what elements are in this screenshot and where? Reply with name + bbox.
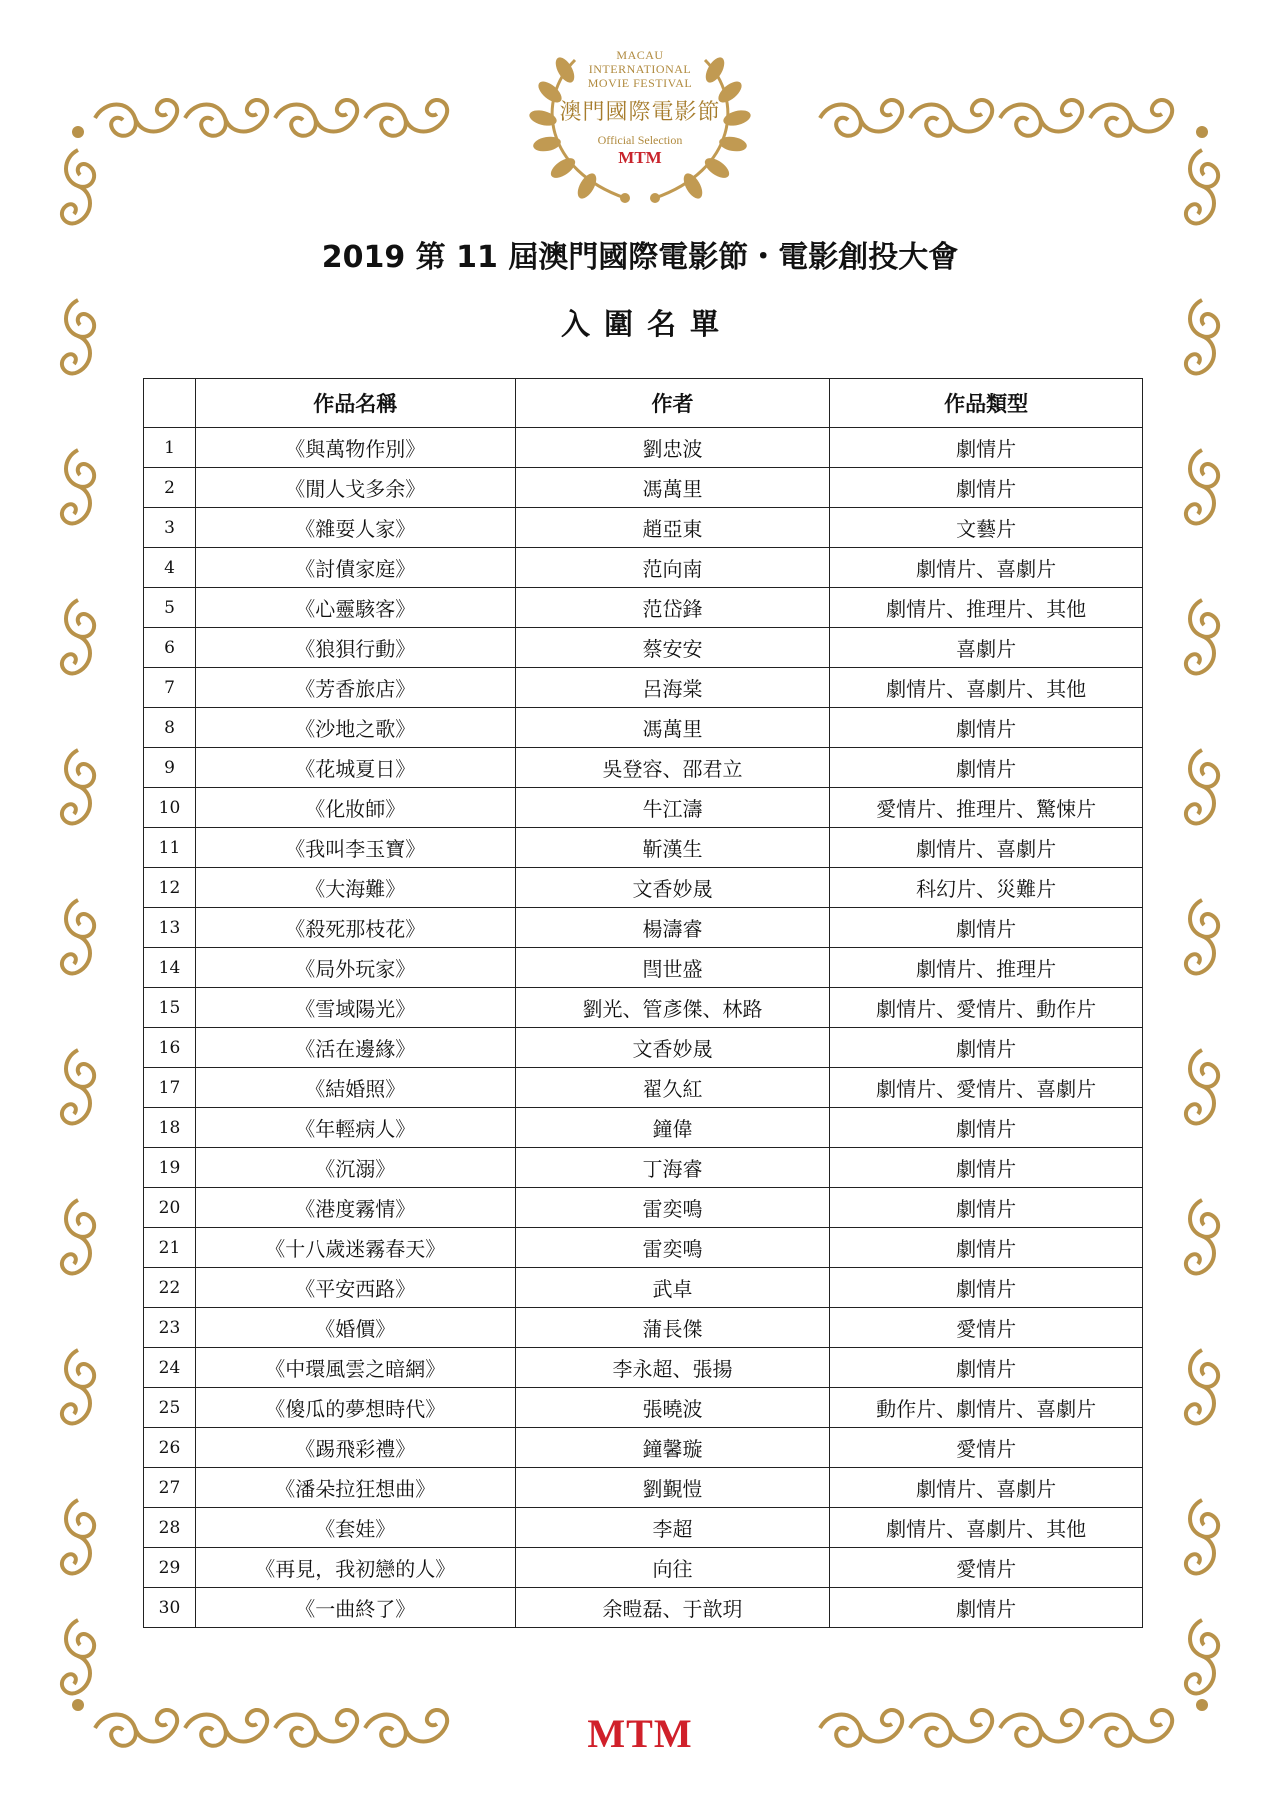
table-body [144, 428, 1143, 1628]
row-number: 2 [144, 468, 196, 508]
row-number: 12 [144, 868, 196, 908]
footer-mtm-logo: MTM [587, 1711, 693, 1756]
table-row [144, 908, 1143, 948]
row-author: 范向南 [515, 548, 830, 588]
row-genre: 劇情片 [830, 1188, 1143, 1228]
seal-text-international: INTERNATIONAL [588, 62, 692, 76]
row-number: 16 [144, 1028, 196, 1068]
row-title: 《十八歲迷霧春天》 [195, 1228, 515, 1268]
row-title: 《雜耍人家》 [195, 508, 515, 548]
row-genre: 劇情片 [830, 708, 1143, 748]
row-author: 蒲長傑 [515, 1308, 830, 1348]
row-genre: 科幻片、災難片 [830, 868, 1143, 908]
row-number: 22 [144, 1268, 196, 1308]
seal-text-movie-festival: MOVIE FESTIVAL [587, 76, 693, 90]
row-number: 9 [144, 748, 196, 788]
row-title: 《花城夏日》 [195, 748, 515, 788]
row-author: 鐘馨璇 [515, 1428, 830, 1468]
row-author: 吳登容、邵君立 [515, 748, 830, 788]
row-author: 楊濤睿 [515, 908, 830, 948]
table-row [144, 1588, 1143, 1628]
table-row [144, 1468, 1143, 1508]
row-genre: 劇情片 [830, 1228, 1143, 1268]
row-genre: 愛情片 [830, 1428, 1143, 1468]
row-author: 李超 [515, 1508, 830, 1548]
table-row [144, 1388, 1143, 1428]
header-title: 作品名稱 [195, 379, 515, 428]
row-title: 《大海難》 [195, 868, 515, 908]
seal-text-macau: MACAU [616, 48, 664, 62]
row-author: 閆世盛 [515, 948, 830, 988]
row-number: 14 [144, 948, 196, 988]
row-number: 1 [144, 428, 196, 468]
festival-seal [505, 30, 775, 230]
row-title: 《雪域陽光》 [195, 988, 515, 1028]
table-row [144, 868, 1143, 908]
page-title: 2019 第 11 屆澳門國際電影節・電影創投大會 [321, 240, 959, 275]
row-author: 文香妙晟 [515, 1028, 830, 1068]
row-title: 《心靈駭客》 [195, 588, 515, 628]
row-number: 13 [144, 908, 196, 948]
row-genre: 動作片、劇情片、喜劇片 [830, 1388, 1143, 1428]
row-genre: 劇情片、推理片 [830, 948, 1143, 988]
page-subtitle: 入圍名單 [560, 307, 733, 341]
row-title: 《年輕病人》 [195, 1108, 515, 1148]
table-row [144, 428, 1143, 468]
header-genre: 作品類型 [830, 379, 1143, 428]
row-author: 翟久紅 [515, 1068, 830, 1108]
row-genre: 喜劇片 [830, 628, 1143, 668]
row-title: 《狼狽行動》 [195, 628, 515, 668]
row-title: 《沉溺》 [195, 1148, 515, 1188]
row-number: 3 [144, 508, 196, 548]
row-number: 10 [144, 788, 196, 828]
table-row [144, 1308, 1143, 1348]
row-title: 《港度霧情》 [195, 1188, 515, 1228]
row-title: 《潘朵拉狂想曲》 [195, 1468, 515, 1508]
table-row [144, 508, 1143, 548]
row-title: 《局外玩家》 [195, 948, 515, 988]
table-row [144, 1548, 1143, 1588]
row-title: 《平安西路》 [195, 1268, 515, 1308]
row-genre: 劇情片 [830, 1348, 1143, 1388]
row-title: 《傻瓜的夢想時代》 [195, 1388, 515, 1428]
row-title: 《沙地之歌》 [195, 708, 515, 748]
row-author: 趙亞東 [515, 508, 830, 548]
row-number: 30 [144, 1588, 196, 1628]
table-row [144, 1508, 1143, 1548]
table-row [144, 1108, 1143, 1148]
row-genre: 愛情片、推理片、驚悚片 [830, 788, 1143, 828]
row-genre: 劇情片、喜劇片 [830, 828, 1143, 868]
row-author: 丁海睿 [515, 1148, 830, 1188]
table-row [144, 708, 1143, 748]
row-title: 《再見，我初戀的人》 [195, 1548, 515, 1588]
seal-text-mtm: MTM [618, 148, 662, 167]
row-title: 《踢飛彩禮》 [195, 1428, 515, 1468]
row-genre: 劇情片、喜劇片、其他 [830, 668, 1143, 708]
table-row [144, 988, 1143, 1028]
row-title: 《閒人戈多余》 [195, 468, 515, 508]
row-author: 余暟磊、于歆玥 [515, 1588, 830, 1628]
row-author: 馮萬里 [515, 708, 830, 748]
row-number: 15 [144, 988, 196, 1028]
row-number: 6 [144, 628, 196, 668]
table-row [144, 1348, 1143, 1388]
row-title: 《討債家庭》 [195, 548, 515, 588]
seal-text-official-selection: Official Selection [597, 133, 683, 147]
table-row [144, 748, 1143, 788]
row-genre: 劇情片、推理片、其他 [830, 588, 1143, 628]
row-genre: 劇情片 [830, 748, 1143, 788]
table-row [144, 1268, 1143, 1308]
row-genre: 劇情片 [830, 1148, 1143, 1188]
seal-text-chinese-name: 澳門國際電影節 [559, 100, 721, 125]
table-row [144, 1068, 1143, 1108]
row-title: 《化妝師》 [195, 788, 515, 828]
row-title: 《活在邊緣》 [195, 1028, 515, 1068]
row-title: 《中環風雲之暗網》 [195, 1348, 515, 1388]
row-author: 呂海棠 [515, 668, 830, 708]
table-header-row [144, 379, 1143, 428]
row-author: 靳漢生 [515, 828, 830, 868]
row-genre: 文藝片 [830, 508, 1143, 548]
row-title: 《殺死那枝花》 [195, 908, 515, 948]
row-number: 8 [144, 708, 196, 748]
row-title: 《婚價》 [195, 1308, 515, 1348]
table-row [144, 948, 1143, 988]
row-number: 28 [144, 1508, 196, 1548]
header-author: 作者 [515, 379, 830, 428]
row-title: 《一曲終了》 [195, 1588, 515, 1628]
row-genre: 劇情片、喜劇片 [830, 1468, 1143, 1508]
row-number: 17 [144, 1068, 196, 1108]
row-number: 23 [144, 1308, 196, 1348]
header-number [144, 379, 196, 428]
row-genre: 劇情片、愛情片、喜劇片 [830, 1068, 1143, 1108]
row-number: 19 [144, 1148, 196, 1188]
row-author: 李永超、張揚 [515, 1348, 830, 1388]
row-author: 劉覲愷 [515, 1468, 830, 1508]
row-number: 11 [144, 828, 196, 868]
row-title: 《我叫李玉寶》 [195, 828, 515, 868]
row-title: 《芳香旅店》 [195, 668, 515, 708]
table-row [144, 1228, 1143, 1268]
row-number: 21 [144, 1228, 196, 1268]
table-row [144, 628, 1143, 668]
row-title: 《與萬物作別》 [195, 428, 515, 468]
selection-table [143, 378, 1143, 1628]
table-row [144, 1028, 1143, 1068]
row-genre: 劇情片 [830, 1028, 1143, 1068]
table-row [144, 1428, 1143, 1468]
table-row [144, 1148, 1143, 1188]
row-number: 5 [144, 588, 196, 628]
row-genre: 劇情片、喜劇片、其他 [830, 1508, 1143, 1548]
row-genre: 劇情片 [830, 1268, 1143, 1308]
row-number: 27 [144, 1468, 196, 1508]
row-genre: 劇情片 [830, 468, 1143, 508]
row-author: 張曉波 [515, 1388, 830, 1428]
row-genre: 愛情片 [830, 1548, 1143, 1588]
table-row [144, 548, 1143, 588]
table-row [144, 828, 1143, 868]
row-author: 馮萬里 [515, 468, 830, 508]
row-title: 《套娃》 [195, 1508, 515, 1548]
row-author: 文香妙晟 [515, 868, 830, 908]
table-row [144, 1188, 1143, 1228]
row-author: 雷奕鳴 [515, 1188, 830, 1228]
row-author: 劉忠波 [515, 428, 830, 468]
row-genre: 劇情片 [830, 908, 1143, 948]
row-number: 4 [144, 548, 196, 588]
row-author: 鐘偉 [515, 1108, 830, 1148]
row-author: 牛江濤 [515, 788, 830, 828]
table-row [144, 668, 1143, 708]
row-number: 24 [144, 1348, 196, 1388]
row-author: 蔡安安 [515, 628, 830, 668]
row-genre: 愛情片 [830, 1308, 1143, 1348]
row-genre: 劇情片 [830, 1588, 1143, 1628]
table-row [144, 468, 1143, 508]
table-row [144, 788, 1143, 828]
row-author: 向往 [515, 1548, 830, 1588]
row-author: 雷奕鳴 [515, 1228, 830, 1268]
row-number: 7 [144, 668, 196, 708]
row-number: 26 [144, 1428, 196, 1468]
row-genre: 劇情片 [830, 1108, 1143, 1148]
row-number: 25 [144, 1388, 196, 1428]
table-row [144, 588, 1143, 628]
row-genre: 劇情片 [830, 428, 1143, 468]
row-number: 18 [144, 1108, 196, 1148]
row-genre: 劇情片、喜劇片 [830, 548, 1143, 588]
row-title: 《結婚照》 [195, 1068, 515, 1108]
row-author: 范岱鋒 [515, 588, 830, 628]
row-author: 劉光、管彥傑、林路 [515, 988, 830, 1028]
row-number: 29 [144, 1548, 196, 1588]
row-number: 20 [144, 1188, 196, 1228]
row-genre: 劇情片、愛情片、動作片 [830, 988, 1143, 1028]
row-author: 武卓 [515, 1268, 830, 1308]
